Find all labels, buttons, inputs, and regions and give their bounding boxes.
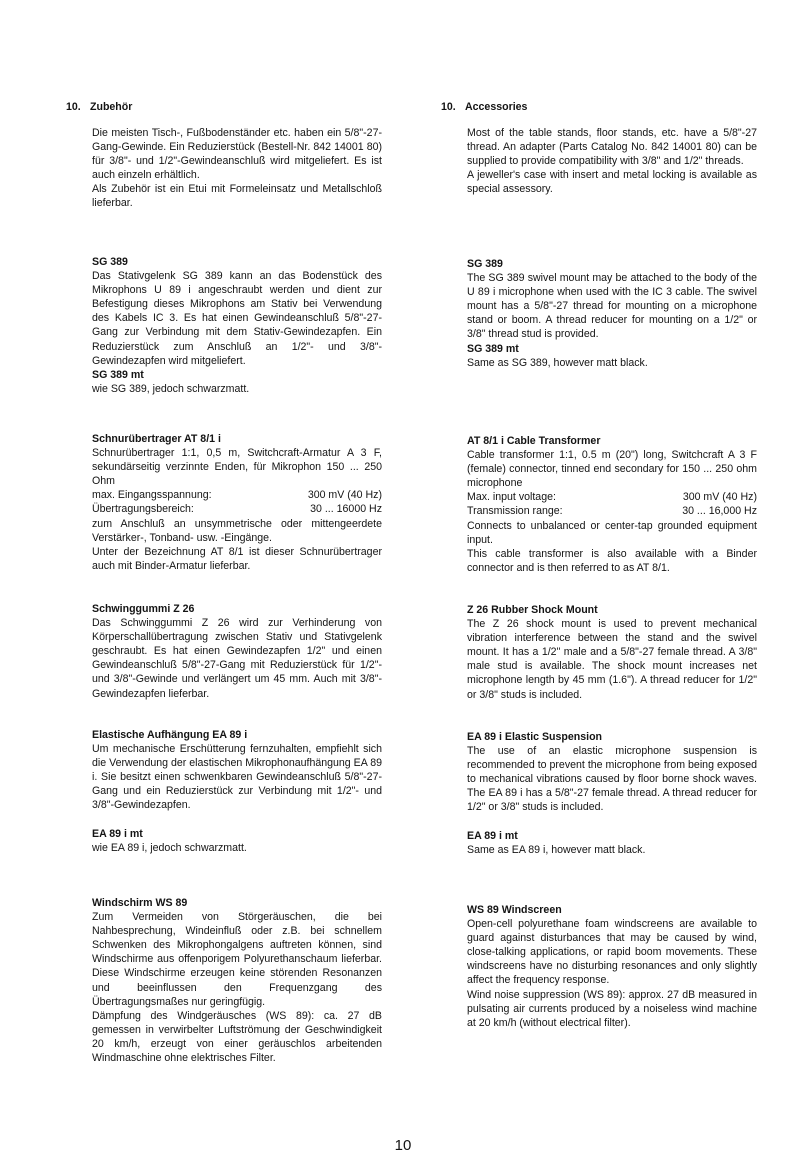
item-text: Das Stativgelenk SG 389 kann an das Bodenstück des Mikrophons U 89 i angeschraubt werden und dient zur Befestigung dieses Mikrophons am Stativ bei Verwendung des Kabels IC 3. Es hat einen Gewindeanschluß 5/8"-27-Gang zur Verbindung mit dem Stativ-Gewindezapfen. Ein Reduzierstück zum Anschluß an 1/2"- und 3/8"-Gewindezapfen wird mitgeliefert. bbox=[92, 270, 382, 367]
spec-label: Max. input voltage: bbox=[467, 491, 556, 504]
item-title: EA 89 i mt bbox=[92, 827, 143, 840]
spec-row bbox=[92, 488, 382, 502]
z26-block-de bbox=[92, 602, 382, 701]
spec-value: 30 ... 16000 Hz bbox=[310, 503, 382, 516]
item-title: SG 389 bbox=[92, 256, 128, 268]
spec-row bbox=[92, 502, 382, 516]
intro-paragraph: Als Zubehör ist ein Etui mit Formeleinsatz und Metallschloß lieferbar. bbox=[92, 183, 382, 210]
intro-block-en bbox=[467, 126, 757, 196]
item-text: Um mechanische Erschütterung fernzuhalten, empfiehlt sich die Verwendung der elastischen Mikrophonaufhängung EA 89 i. Sie besitzt einen schwenkbaren Gewindeanschluß 5/8"-27-Gang und ein Reduzierstück zur Verbindung mit 1/2"- und 3/8"-Gewindezapfen. bbox=[92, 743, 382, 812]
intro-block-de bbox=[92, 126, 382, 211]
item-title: AT 8/1 i Cable Transformer bbox=[467, 435, 601, 447]
item-text: zum Anschluß an unsymmetrische oder mittengeerdete Verstärker-, Tonband- usw. -Eingänge. bbox=[92, 517, 382, 544]
spec-value: 300 mV (40 Hz) bbox=[307, 489, 382, 502]
spec-row bbox=[467, 490, 757, 504]
item-text: Unter der Bezeichnung AT 8/1 ist dieser Schnurübertrager auch mit Binder-Armatur lieferbar. bbox=[92, 545, 382, 572]
spec-value: 300 mV (40 Hz) bbox=[682, 491, 757, 504]
spec-label: max. Eingangsspannung: bbox=[92, 489, 212, 502]
item-title: EA 89 i mt bbox=[467, 829, 518, 842]
item-text: Same as EA 89 i, however matt black. bbox=[467, 843, 646, 856]
sg389-block-de bbox=[92, 255, 382, 396]
item-text: The SG 389 swivel mount may be attached to the body of the U 89 i microphone when used with the IC 3 cable. The swivel mount has a 5/8"-27 thread for mounting on a microphone stand or boom. A thread reducer for mounting on a 1/2" or 3/8" thread stud is provided. bbox=[467, 272, 757, 341]
z26-block-en bbox=[467, 603, 757, 702]
spec-row bbox=[467, 504, 757, 518]
ea89-block-de bbox=[92, 728, 382, 855]
intro-paragraph: A jeweller's case with insert and metal locking is available as special assessory. bbox=[467, 169, 757, 196]
at81-block-de bbox=[92, 432, 382, 573]
item-text: wie SG 389, jedoch schwarzmatt. bbox=[92, 382, 250, 395]
item-title: Elastische Aufhängung EA 89 i bbox=[92, 729, 248, 741]
ea89-block-en bbox=[467, 730, 757, 857]
item-text: Zum Vermeiden von Störgeräuschen, die bei Nahbesprechung, Windeinfluß oder z.B. bei schnellem Schwenken des Mikrophongalgens auftreten können, sind Windschirme aus offenporigem Polyurethanschaum lieferbar. Diese Windschirme erzeugen keine störenden Resonanzen und beeinflussen den Frequenzgang des Übertragungsmaßes nur geringfügig. bbox=[92, 911, 382, 1008]
ws89-block-en bbox=[467, 903, 757, 1030]
section-title: Accessories bbox=[465, 101, 528, 113]
item-text: Same as SG 389, however matt black. bbox=[467, 356, 648, 369]
section-title: Zubehör bbox=[90, 101, 133, 113]
section-number: 10. bbox=[66, 101, 81, 113]
item-text: Connects to unbalanced or center-tap grounded equipment input. bbox=[467, 519, 757, 546]
item-text: This cable transformer is also available with a Binder connector and is then referred to as AT 8/1. bbox=[467, 547, 757, 574]
item-text: Wind noise suppression (WS 89): approx. 27 dB measured in pulsating air currents produced by a noiseless wind machine at 20 km/h (without electrical filter). bbox=[467, 988, 757, 1029]
sg389-block-en bbox=[467, 257, 757, 370]
item-text: Cable transformer 1:1, 0.5 m (20") long, Switchcraft A 3 F (female) connector, tinned end secondary for 150 ... 250 ohm microphone bbox=[467, 449, 757, 490]
item-text: Dämpfung des Windgeräusches (WS 89): ca. 27 dB gemessen in verwirbelter Luftströmung der Geschwindigkeit 20 km/h, erzeugt von einer geräuschlos arbeitenden Windmaschine ohne elektrisches Filter. bbox=[92, 1009, 382, 1065]
item-title: SG 389 mt bbox=[92, 368, 144, 381]
at81-block-en bbox=[467, 434, 757, 575]
item-title: Windschirm WS 89 bbox=[92, 897, 188, 909]
item-text: Das Schwinggummi Z 26 wird zur Verhinderung von Körperschallübertragung zwischen Stativ und Stativgelenk geschraubt. Es hat einen Gewindezapfen 1/2" und einen Gewindeanschluß 5/8"-27-Gang mit Reduzierstück für 1/2"- und 3/8"-Gewinde und verlängert um 45 mm. Auch mit 3/8"-Gewindezapfen lieferbar. bbox=[92, 617, 382, 700]
item-title: EA 89 i Elastic Suspension bbox=[467, 731, 603, 743]
spec-value: 30 ... 16,000 Hz bbox=[682, 505, 757, 518]
ws89-block-de bbox=[92, 896, 382, 1065]
item-text: wie EA 89 i, jedoch schwarzmatt. bbox=[92, 841, 247, 854]
item-text: Open-cell polyurethane foam windscreens are available to guard against disturbances that may be caused by wind, close-talking applications, or rapid boom movements. These windscreens have no disturbing resonances and only slightly affect the frequency response. bbox=[467, 918, 757, 987]
section-number: 10. bbox=[441, 101, 456, 113]
item-title: SG 389 mt bbox=[467, 342, 519, 355]
spec-label: Transmission range: bbox=[467, 505, 563, 518]
item-title: Schnurübertrager AT 8/1 i bbox=[92, 433, 221, 445]
page-number: 10 bbox=[394, 1137, 412, 1154]
intro-paragraph: Most of the table stands, floor stands, etc. have a 5/8"-27 thread. An adapter (Parts Catalog No. 842 14001 80) can be supplied to provide compatibility with 3/8" and 1/2" threads. bbox=[467, 127, 757, 168]
item-text: The use of an elastic microphone suspension is recommended to prevent the microphone from being exposed to mechanical vibrations caused by floor borne shock waves. The EA 89 i has a 5/8"-27 female thread. A thread reducer for 1/2" or 3/8" studs is included. bbox=[467, 745, 757, 814]
item-text: Schnurübertrager 1:1, 0,5 m, Switchcraft-Armatur A 3 F, sekundärseitig verzinnte Enden, für Mikrophon 150 ... 250 Ohm bbox=[92, 447, 382, 488]
item-title: Z 26 Rubber Shock Mount bbox=[467, 604, 598, 616]
section-heading-en bbox=[441, 101, 527, 113]
item-title: WS 89 Windscreen bbox=[467, 904, 562, 916]
item-title: SG 389 bbox=[467, 258, 503, 270]
section-heading-de bbox=[66, 101, 132, 113]
item-title: Schwinggummi Z 26 bbox=[92, 603, 195, 615]
item-text: The Z 26 shock mount is used to prevent mechanical vibration interference between the stand and the swivel mount. It has a 1/2" male and a 5/8"-27 female thread. A 3/8" male stud is available. The shock mount increases net microphone length by 45 mm (1.6"). A thread reducer for 1/2" or 3/8" studs is included. bbox=[467, 618, 757, 701]
intro-paragraph: Die meisten Tisch-, Fußbodenständer etc. haben ein 5/8"-27-Gang-Gewinde. Ein Reduzierstück (Bestell-Nr. 842 14001 80) für 3/8"- und 1/2"-Gewindeanschluß wird mitgeliefert. Es ist auch einzeln erhältlich. bbox=[92, 127, 382, 182]
spec-label: Übertragungsbereich: bbox=[92, 503, 194, 516]
